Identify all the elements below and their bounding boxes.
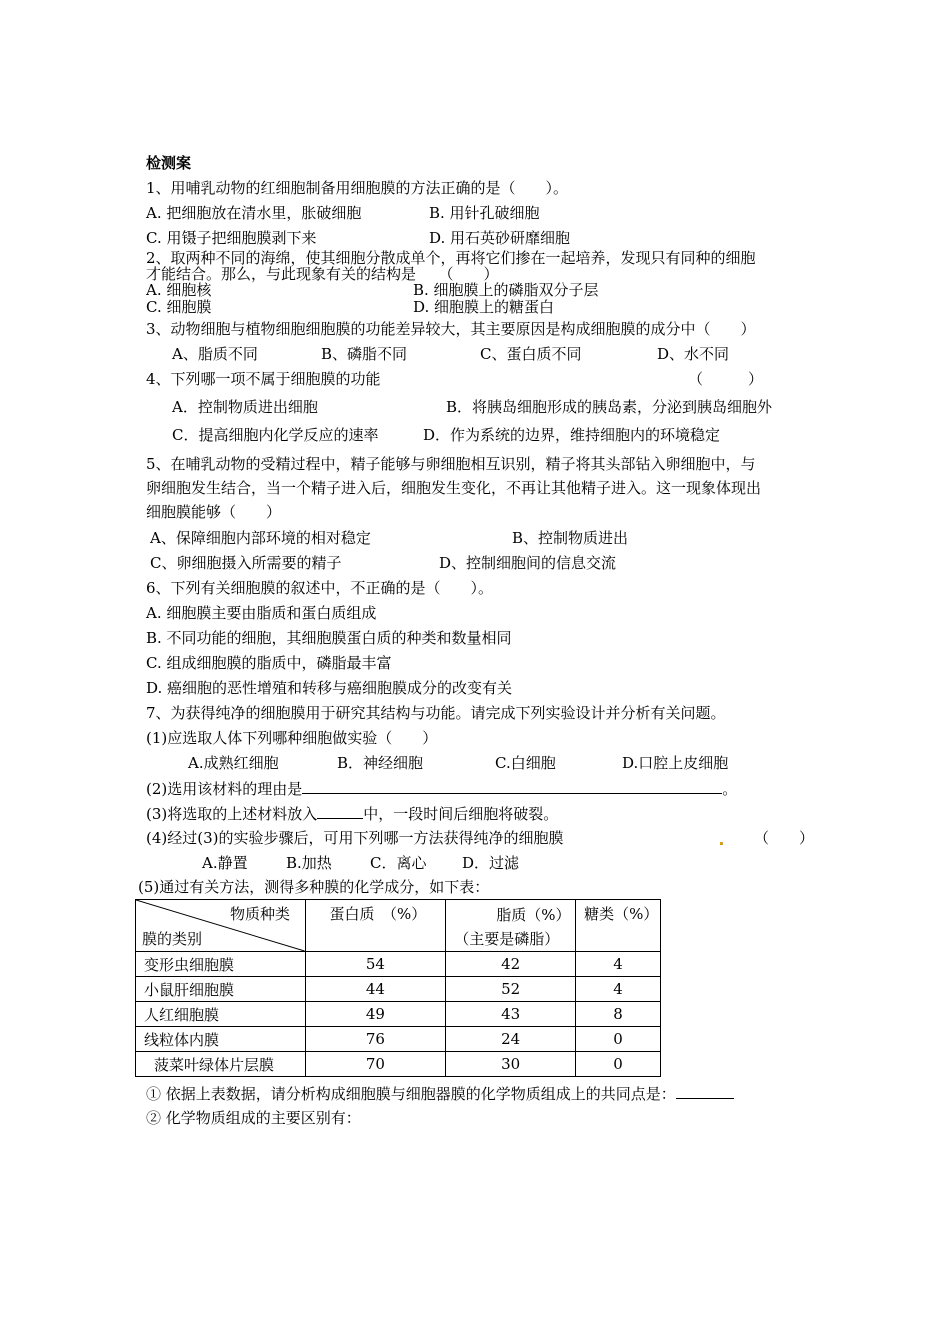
row-protein-value: 54 (305, 952, 446, 977)
question-7-part-4-option-b: B.加热 (286, 854, 332, 872)
question-7-part-4: (4)经过(3)的实验步骤后，可用下列哪一方法获得纯净的细胞膜 (146, 829, 564, 847)
question-6-option-a: A. 细胞膜主要由脂质和蛋白质组成 (146, 604, 377, 622)
row-membrane-name: 变形虫细胞膜 (136, 952, 306, 977)
row-sugar-value: 4 (576, 977, 661, 1002)
question-1-option-a: A. 把细胞放在清水里，胀破细胞 (146, 204, 362, 222)
table-row (136, 1052, 661, 1077)
header-membrane-type: 膜的类别 (142, 930, 203, 948)
question-7-part-2 (146, 779, 737, 798)
row-lipid-value: 52 (446, 977, 576, 1002)
row-membrane-name: 人红细胞膜 (136, 1002, 306, 1027)
row-protein-value: 76 (305, 1027, 446, 1052)
header-lipid (446, 900, 576, 952)
row-lipid-value: 30 (446, 1052, 576, 1077)
question-4-option-d: D．作为系统的边界，维持细胞内的环境稳定 (423, 426, 721, 444)
question-5-option-a: A、保障细胞内部环境的相对稳定 (150, 529, 371, 547)
row-protein-value: 44 (305, 977, 446, 1002)
row-sugar-value: 0 (576, 1052, 661, 1077)
answer-blank-common-point[interactable] (676, 1084, 734, 1099)
row-membrane-name: 菠菜叶绿体片层膜 (136, 1052, 306, 1077)
question-2-stem-line-1: 2、取两种不同的海绵，使其细胞分散成单个，再将它们掺在一起培养，发现只有同种的细胞 (146, 249, 756, 267)
question-5-stem-line-1: 5、在哺乳动物的受精过程中，精子能够与卵细胞相互识别，精子将其头部钻入卵细胞中，与 (146, 455, 756, 473)
question-7-stem: 7、为获得纯净的细胞膜用于研究其结构与功能。请完成下列实验设计并分析有关问题。 (146, 704, 726, 722)
row-sugar-value: 8 (576, 1002, 661, 1027)
question-6-stem: 6、下列有关细胞膜的叙述中，不正确的是（ ）。 (146, 579, 494, 597)
row-protein-value: 70 (305, 1052, 446, 1077)
row-sugar-value: 4 (576, 952, 661, 977)
question-1-option-c: C. 用镊子把细胞膜剥下来 (146, 229, 317, 247)
question-2-option-b: B. 细胞膜上的磷脂双分子层 (413, 281, 599, 299)
question-5-option-c: C、卵细胞摄入所需要的精子 (150, 554, 342, 572)
question-4-option-a: A．控制物质进出细胞 (172, 398, 318, 416)
question-5-option-b: B、控制物质进出 (512, 529, 629, 547)
question-7-part-3-text-a: (3)将选取的上述材料放入 (146, 805, 318, 823)
question-4-option-b: B．将胰岛细胞形成的胰岛素，分泌到胰岛细胞外 (446, 398, 773, 416)
table-row (136, 952, 661, 977)
table-row (136, 977, 661, 1002)
membrane-composition-table (135, 899, 661, 1077)
question-6-option-b: B. 不同功能的细胞，其细胞膜蛋白质的种类和数量相同 (146, 629, 512, 647)
question-7-part-2-end: 。 (722, 780, 738, 798)
question-5-stem-line-2: 卵细胞发生结合，当一个精子进入后，细胞发生变化，不再让其他精子进入。这一现象体现出 (146, 479, 762, 497)
question-2-option-c: C. 细胞膜 (146, 298, 212, 316)
row-sugar-value: 0 (576, 1027, 661, 1052)
question-4-option-c: C．提高细胞内化学反应的速率 (172, 426, 379, 444)
question-7-part-1-option-a: A.成熟红细胞 (188, 754, 279, 772)
row-lipid-value: 42 (446, 952, 576, 977)
question-7-part-4-option-a: A.静置 (202, 854, 248, 872)
question-3-option-a: A、脂质不同 (172, 345, 258, 363)
question-7-part-4-option-d: D．过滤 (462, 854, 520, 872)
question-7-sub-2: ② 化学物质组成的主要区别有： (146, 1109, 361, 1127)
table-diagonal-header-cell (136, 900, 306, 952)
question-2-option-d: D. 细胞膜上的糖蛋白 (413, 298, 555, 316)
question-1-option-b: B. 用针孔破细胞 (429, 204, 540, 222)
question-7-part-1: (1)应选取人体下列哪种细胞做实验（ ） (146, 729, 438, 747)
question-4-answer-paren: （ ） (688, 370, 764, 388)
question-3-stem: 3、动物细胞与植物细胞细胞膜的功能差异较大，其主要原因是构成细胞膜的成分中（ ） (146, 320, 756, 338)
question-7-sub-1 (146, 1084, 734, 1103)
question-4-stem: 4、下列哪一项不属于细胞膜的功能 (146, 370, 381, 388)
table-header-row (136, 900, 661, 952)
row-membrane-name: 小鼠肝细胞膜 (136, 977, 306, 1002)
question-3-option-d: D、水不同 (657, 345, 730, 363)
table-row (136, 1002, 661, 1027)
row-lipid-value: 24 (446, 1027, 576, 1052)
question-7-sub-1-text: ① 依据上表数据，请分析构成细胞膜与细胞器膜的化学物质组成上的共同点是： (146, 1085, 676, 1103)
question-7-part-2-text: (2)选用该材料的理由是 (146, 780, 303, 798)
table-row (136, 1027, 661, 1052)
row-protein-value: 49 (305, 1002, 446, 1027)
stray-mark (720, 842, 723, 845)
question-6-option-c: C. 组成细胞膜的脂质中，磷脂最丰富 (146, 654, 392, 672)
question-3-option-b: B、磷脂不同 (321, 345, 408, 363)
row-membrane-name: 线粒体内膜 (136, 1027, 306, 1052)
answer-blank-reason[interactable] (302, 779, 722, 794)
question-5-stem-line-3: 细胞膜能够（ ） (146, 503, 282, 521)
question-2-stem-line-2: 才能结合。那么，与此现象有关的结构是 （ ） (146, 265, 499, 283)
header-lipid-note: （主要是磷脂） (454, 930, 560, 948)
header-protein: 蛋白质 （%） (305, 900, 446, 952)
section-title: 检测案 (146, 154, 192, 172)
question-7-part-4-paren: （ ） (754, 829, 815, 847)
header-lipid-title: 脂质（%） (496, 906, 571, 924)
question-6-option-d: D. 癌细胞的恶性增殖和转移与癌细胞膜成分的改变有关 (146, 679, 513, 697)
answer-blank-solution[interactable] (317, 804, 363, 819)
question-7-part-1-option-d: D.口腔上皮细胞 (622, 754, 729, 772)
question-1-option-d: D. 用石英砂研靡细胞 (429, 229, 571, 247)
question-5-option-d: D、控制细胞间的信息交流 (439, 554, 617, 572)
question-7-part-5: (5)通过有关方法，测得多种膜的化学成分，如下表： (138, 878, 490, 896)
question-1-stem: 1、用哺乳动物的红细胞制备用细胞膜的方法正确的是（ ）。 (146, 179, 569, 197)
question-7-part-3-text-b: 中，一段时间后细胞将破裂。 (363, 805, 559, 823)
header-substance-type: 物质种类 (230, 905, 291, 923)
question-2-option-a: A. 细胞核 (146, 281, 212, 299)
question-7-part-1-option-b: B．神经细胞 (337, 754, 424, 772)
question-7-part-4-option-c: C．离心 (370, 854, 427, 872)
question-7-part-1-option-c: C.白细胞 (495, 754, 556, 772)
question-7-part-3 (146, 804, 558, 823)
question-3-option-c: C、蛋白质不同 (480, 345, 582, 363)
header-sugar: 糖类（%） (576, 900, 661, 952)
row-lipid-value: 43 (446, 1002, 576, 1027)
